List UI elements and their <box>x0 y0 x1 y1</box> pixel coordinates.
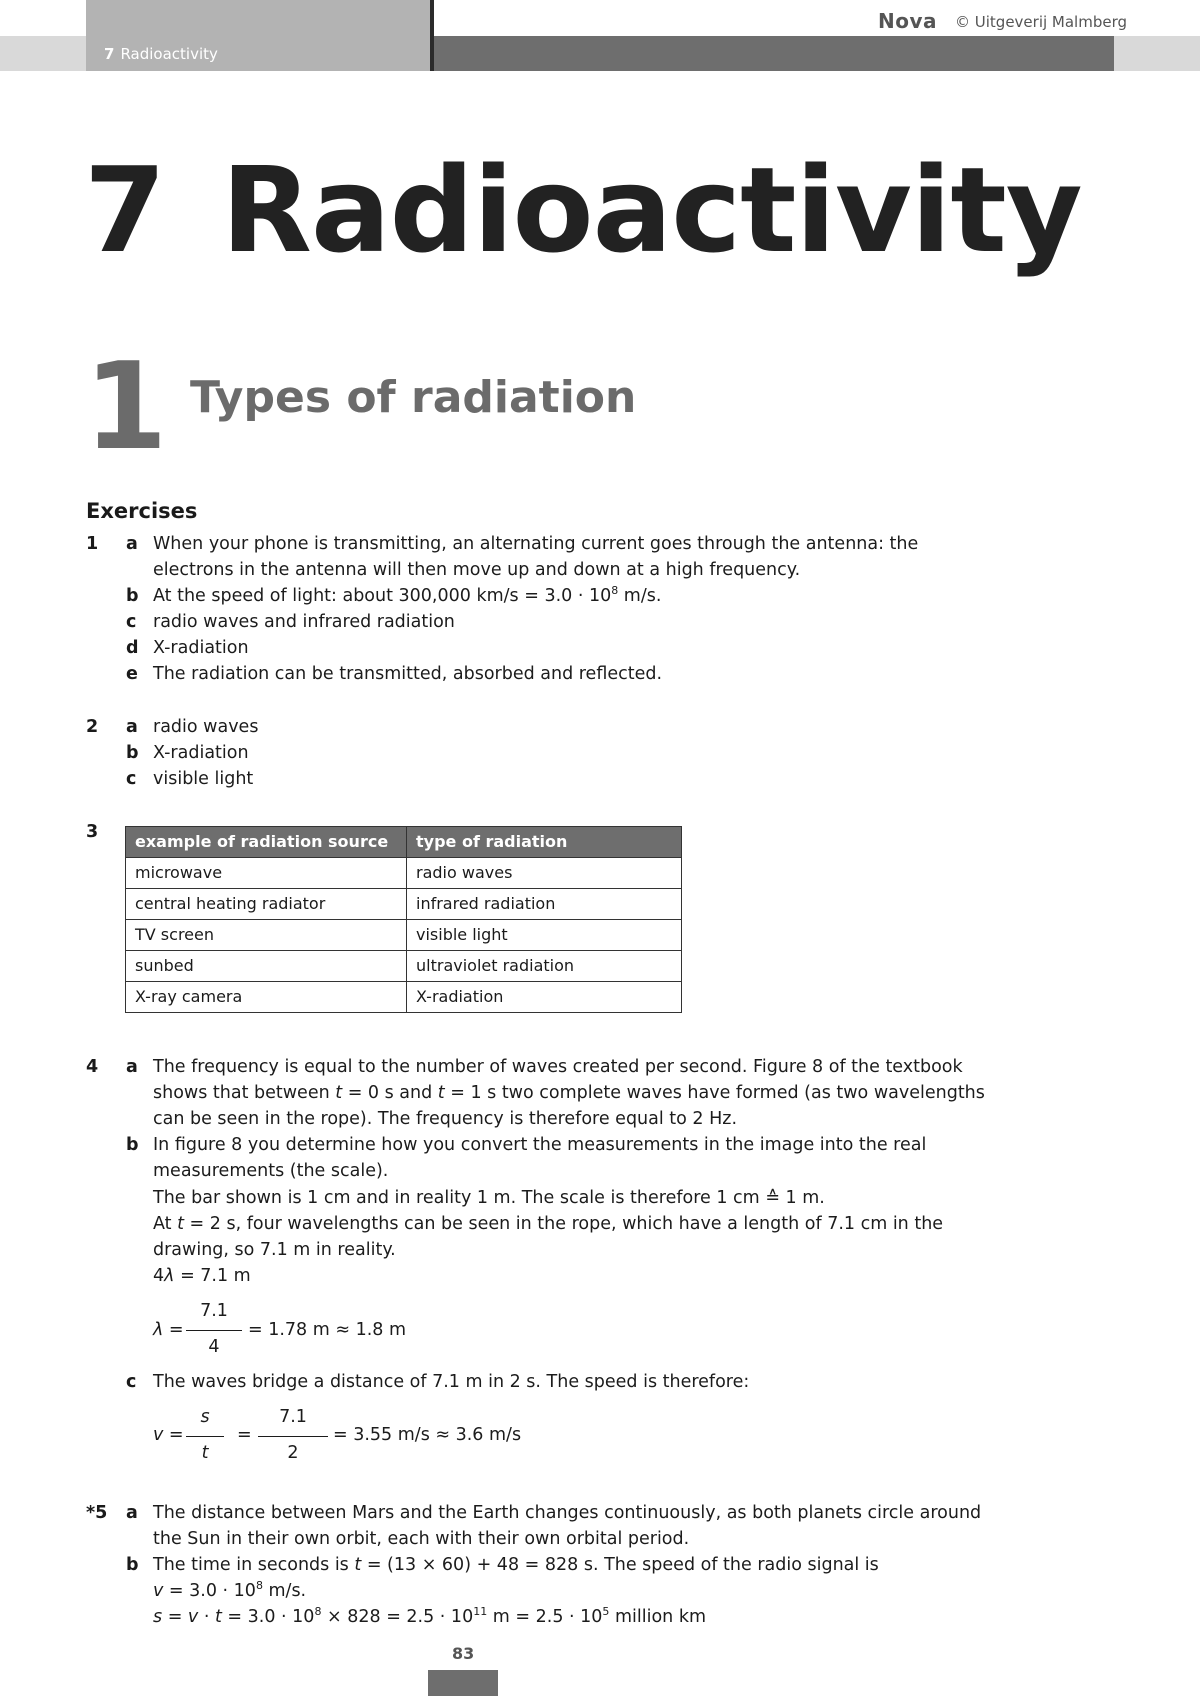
question-4b-equation1: 4λ = 7.1 m <box>153 1266 251 1286</box>
table-cell-type: X-radiation <box>407 982 682 1013</box>
question-4c-fraction1-bar <box>186 1436 224 1437</box>
table-cell-type: infrared radiation <box>407 889 682 920</box>
question-4a-line1: The frequency is equal to the number of waves created per second. Figure 8 of the textbook <box>153 1057 963 1077</box>
question-1b-label: b <box>126 586 139 606</box>
question-5b-label: b <box>126 1555 139 1575</box>
table-row <box>126 858 682 889</box>
question-4b-equation2-lhs: λ = <box>153 1320 184 1340</box>
question-4a-line3: can be seen in the rope). The frequency is therefore equal to 2 Hz. <box>153 1109 738 1129</box>
question-4c-fraction2-bar <box>258 1436 328 1437</box>
header-band-outer-right <box>1114 36 1200 71</box>
question-1b-text: At the speed of light: about 300,000 $km/s = 3.0 \cdot 10^8$ m/s. <box>153 584 662 606</box>
question-5b-line1: The time in seconds is t = (13 × 60) + 48 = 828 s. The speed of the radio signal is <box>153 1555 879 1575</box>
question-1c-label: c <box>126 612 137 632</box>
question-4-number: 4 <box>86 1057 99 1077</box>
chapter-title-text: Radioactivity <box>221 141 1082 279</box>
question-4c-equation-result: = 3.55 m/s ≈ 3.6 m/s <box>333 1425 522 1445</box>
question-2c-text: visible light <box>153 769 254 789</box>
question-4b-line2: measurements (the scale). <box>153 1161 389 1181</box>
question-4b-line5: drawing, so 7.1 m in reality. <box>153 1240 396 1260</box>
question-4c-fraction1-numerator: s <box>200 1407 210 1427</box>
question-2-number: 2 <box>86 717 99 737</box>
table-header-type: type of radiation <box>407 827 682 858</box>
question-4c-equation-lhs: v = <box>153 1425 184 1445</box>
question-4b-line3: The bar shown is 1 cm and in reality 1 m. The scale is therefore 1 cm ≙ 1 m. <box>153 1188 825 1208</box>
question-4b-fraction-bar <box>186 1330 242 1331</box>
question-5a-line1: The distance between Mars and the Earth changes continuously, as both planets circle around <box>153 1503 982 1523</box>
table-cell-type: visible light <box>407 920 682 951</box>
running-header-chapter <box>104 44 218 64</box>
question-1a-line2: electrons in the antenna will then move up and down at a high frequency. <box>153 560 801 580</box>
table-cell-source: microwave <box>126 858 407 889</box>
question-5-number: *5 <box>86 1503 108 1523</box>
question-4c-line1: The waves bridge a distance of 7.1 m in 2 s. The speed is therefore: <box>153 1372 750 1392</box>
footer-tab <box>428 1670 498 1696</box>
question-3-number: 3 <box>86 822 99 842</box>
table-row <box>126 951 682 982</box>
table-header-source: example of radiation source <box>126 827 407 858</box>
table-cell-source: TV screen <box>126 920 407 951</box>
question-5b-line2: $v = 3.0 \cdot 10^8$ m/s. <box>153 1579 307 1601</box>
question-4c-label: c <box>126 1372 137 1392</box>
question-2b-label: b <box>126 743 139 763</box>
question-5b-line3: $s = v \cdot t = 3.0 \cdot 10^8 \times 828 = 2.5 \cdot 10^{11}$ $m = 2.5 \cdot 10^5$ million km <box>153 1605 707 1627</box>
publisher-copyright: © Uitgeverij Malmberg <box>955 13 1128 31</box>
table-cell-type: radio waves <box>407 858 682 889</box>
exercises-heading: Exercises <box>86 499 198 523</box>
header-band-right <box>434 36 1114 71</box>
question-1c-text: radio waves and infrared radiation <box>153 612 455 632</box>
question-4c-fraction2-denominator: 2 <box>287 1443 299 1463</box>
section-title: Types of radiation <box>190 372 637 423</box>
question-4b-label: b <box>126 1135 139 1155</box>
page-number: 83 <box>452 1644 475 1663</box>
brand-name: Nova <box>878 9 938 33</box>
question-2a-label: a <box>126 717 138 737</box>
question-1e-text: The radiation can be transmitted, absorbed and reflected. <box>153 664 663 684</box>
table-row <box>126 920 682 951</box>
question-2c-label: c <box>126 769 137 789</box>
question-4a-line2: shows that between t = 0 s and t = 1 s two complete waves have formed (as two wavelengths <box>153 1083 985 1103</box>
question-4b-line4: At t = 2 s, four wavelengths can be seen in the rope, which have a length of 7.1 cm in the <box>153 1214 944 1234</box>
running-header-chapter-label: Radioactivity <box>120 45 218 63</box>
section-number: 1 <box>84 338 168 477</box>
header-band-outer-left <box>0 36 86 71</box>
question-1d-text: X-radiation <box>153 638 249 658</box>
question-4b-fraction-denominator: 4 <box>208 1337 220 1357</box>
chapter-title-number: 7 <box>84 141 166 279</box>
table-row <box>126 982 682 1013</box>
question-4c-fraction2-numerator: 7.1 <box>279 1407 307 1427</box>
question-2a-text: radio waves <box>153 717 259 737</box>
running-header-chapter-number: 7 <box>104 45 115 63</box>
table-cell-source: sunbed <box>126 951 407 982</box>
question-5a-line2: the Sun in their own orbit, each with their own orbital period. <box>153 1529 690 1549</box>
question-4c-equals: = <box>237 1425 252 1445</box>
table-cell-type: ultraviolet radiation <box>407 951 682 982</box>
question-4b-equation2-result: = 1.78 m ≈ 1.8 m <box>248 1320 407 1340</box>
question-4c-fraction1-denominator: t <box>201 1443 209 1463</box>
table-cell-source: central heating radiator <box>126 889 407 920</box>
question-1-number: 1 <box>86 534 99 554</box>
question-4b-fraction-numerator: 7.1 <box>200 1301 228 1321</box>
question-2b-text: X-radiation <box>153 743 249 763</box>
question-4b-line1: In figure 8 you determine how you convert the measurements in the image into the real <box>153 1135 927 1155</box>
question-1a-line1: When your phone is transmitting, an alternating current goes through the antenna: the <box>153 534 919 554</box>
table-row <box>126 889 682 920</box>
question-4a-label: a <box>126 1057 138 1077</box>
table-header-row <box>126 827 682 858</box>
table-cell-source: X-ray camera <box>126 982 407 1013</box>
header-band-top-left <box>86 0 430 36</box>
question-1a-label: a <box>126 534 138 554</box>
question-1e-label: e <box>126 664 138 684</box>
radiation-table <box>125 826 682 1013</box>
question-5a-label: a <box>126 1503 138 1523</box>
question-1d-label: d <box>126 638 139 658</box>
chapter-title <box>84 140 1082 280</box>
